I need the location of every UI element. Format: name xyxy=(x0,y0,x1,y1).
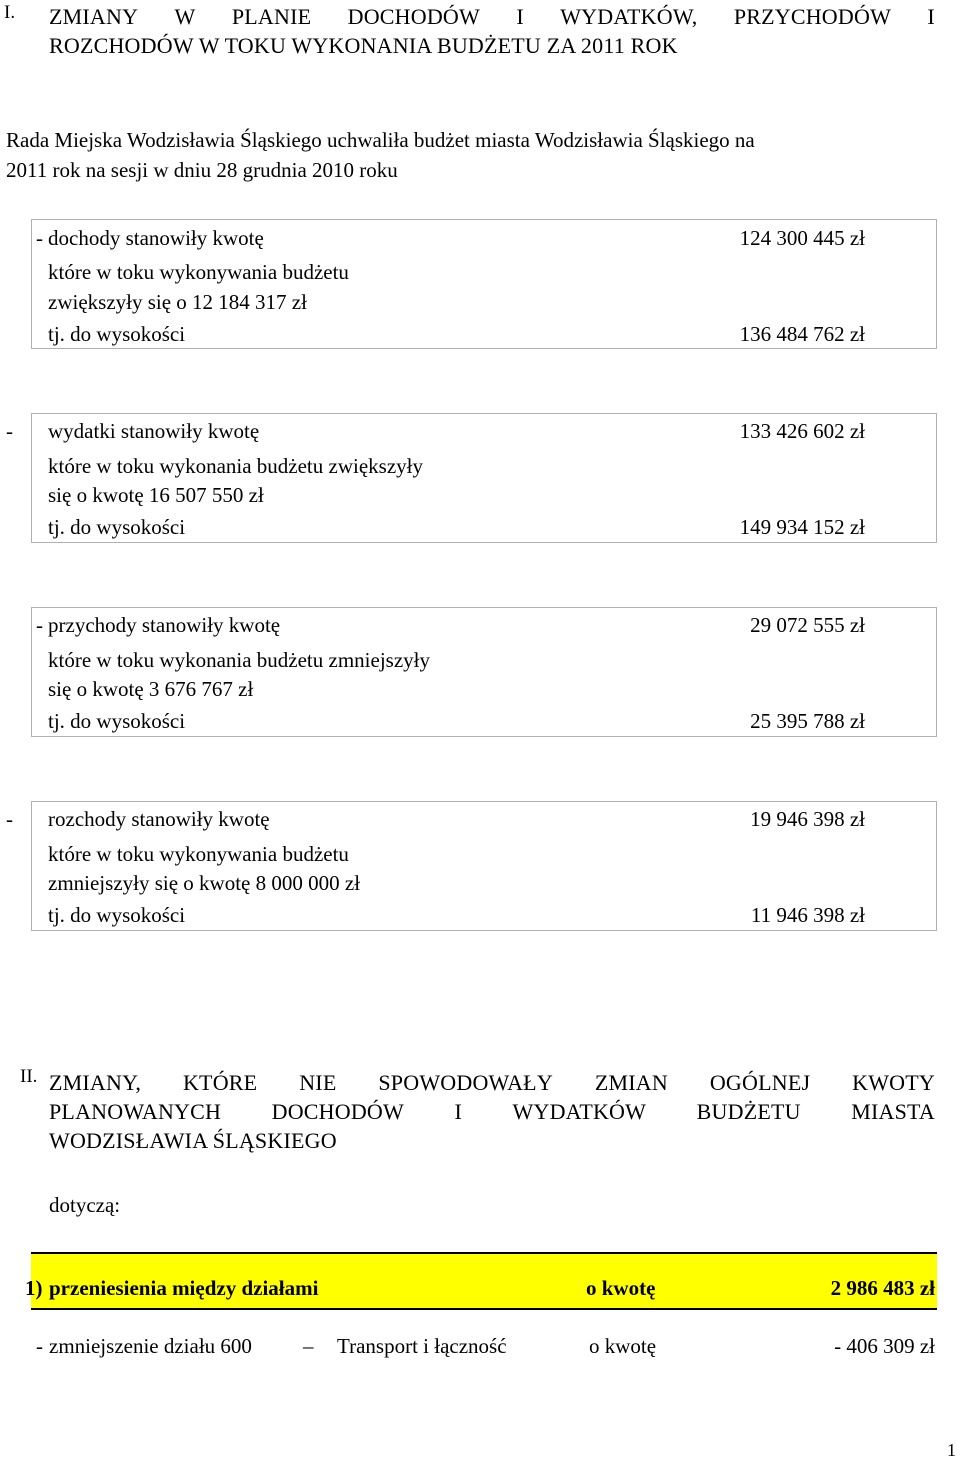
outgoings-change-line-2: zmniejszyły się o kwotę 8 000 000 zł xyxy=(48,871,361,895)
expenditure-amount: 133 426 602 zł xyxy=(739,419,865,443)
title-word: W xyxy=(174,4,196,29)
expenditure-label: wydatki stanowiły kwotę xyxy=(48,419,260,443)
title-word: I xyxy=(454,1099,463,1124)
title-word: KTÓRE xyxy=(182,1070,258,1095)
title-word: PLANIE xyxy=(231,4,312,29)
income-dash: - xyxy=(36,613,43,637)
item-separator: – xyxy=(303,1334,314,1358)
title-word: ZMIAN xyxy=(594,1070,668,1095)
revenue-change-line-1: które w toku wykonywania budżetu xyxy=(48,260,349,284)
title-word: DOCHODÓW xyxy=(347,4,480,29)
income-change-line-1: które w toku wykonania budżetu zmniejszyły xyxy=(48,648,430,672)
revenue-final-amount: 136 484 762 zł xyxy=(739,322,865,346)
title-word: PRZYCHODÓW xyxy=(733,4,892,29)
revenue-label: dochody stanowiły kwotę xyxy=(48,226,264,250)
income-change-line-2: się o kwotę 3 676 767 zł xyxy=(48,677,254,701)
expenditure-final-amount: 149 934 152 zł xyxy=(739,515,865,539)
item-category: Transport i łączność xyxy=(337,1334,507,1358)
section-2-numeral: II. xyxy=(20,1066,38,1087)
title-word: OGÓLNEJ xyxy=(709,1070,811,1095)
title-word: ZMIANY, xyxy=(49,1070,142,1095)
revenue-amount: 124 300 445 zł xyxy=(739,226,865,250)
outgoings-dash: - xyxy=(6,807,13,831)
intro-line-2: 2011 rok na sesji w dniu 28 grudnia 2010 roku xyxy=(6,158,398,182)
title-word: BUDŻETU xyxy=(696,1099,801,1124)
outgoings-change-line-1: które w toku wykonywania budżetu xyxy=(48,842,349,866)
income-final-label: tj. do wysokości xyxy=(48,709,186,733)
revenue-final-label: tj. do wysokości xyxy=(48,322,186,346)
outgoings-amount: 19 946 398 zł xyxy=(750,807,865,831)
highlight-by-amount: o kwotę xyxy=(586,1276,656,1300)
title-word: WYDATKÓW xyxy=(512,1099,647,1124)
title-word: MIASTA xyxy=(851,1099,935,1124)
section-2-title-line-3: WODZISŁAWIA ŚLĄSKIEGO xyxy=(49,1128,337,1153)
section-1-numeral: I. xyxy=(4,2,16,23)
highlight-amount: 2 986 483 zł xyxy=(830,1276,935,1300)
expenditure-change-line-2: się o kwotę 16 507 550 zł xyxy=(48,483,264,507)
highlight-label: przeniesienia między działami xyxy=(49,1276,319,1300)
income-label: przychody stanowiły kwotę xyxy=(48,613,281,637)
revenue-change-line-2: zwiększyły się o 12 184 317 zł xyxy=(48,290,307,314)
title-word: NIE xyxy=(299,1070,337,1095)
title-word: PLANOWANYCH xyxy=(49,1099,222,1124)
title-word: WYDATKÓW, xyxy=(560,4,698,29)
income-amount: 29 072 555 zł xyxy=(750,613,865,637)
section-2-title-line-1 xyxy=(49,1070,935,1096)
concerns-label: dotyczą: xyxy=(49,1193,121,1217)
income-final-amount: 25 395 788 zł xyxy=(750,709,865,733)
intro-line-1: Rada Miejska Wodzisławia Śląskiego uchwaliła budżet miasta Wodzisławia Śląskiego na xyxy=(6,128,755,152)
expenditure-final-label: tj. do wysokości xyxy=(48,515,186,539)
title-word: DOCHODÓW xyxy=(271,1099,404,1124)
title-word: I xyxy=(516,4,524,29)
item-by-amount: o kwotę xyxy=(589,1334,657,1358)
title-word: I xyxy=(927,4,935,29)
expenditure-change-line-1: które w toku wykonania budżetu zwiększyły xyxy=(48,454,423,478)
highlight-number: 1) xyxy=(25,1276,43,1300)
section-1-title-line-1 xyxy=(49,4,935,30)
item-text: zmniejszenie działu 600 xyxy=(49,1334,252,1358)
outgoings-final-label: tj. do wysokości xyxy=(48,903,186,927)
outgoings-final-amount: 11 946 398 zł xyxy=(750,903,865,927)
title-word: ZMIANY xyxy=(49,4,139,29)
expenditure-dash: - xyxy=(6,419,13,443)
item-amount: - 406 309 zł xyxy=(834,1334,935,1358)
page-number: 1 xyxy=(947,1440,956,1460)
revenue-dash: - xyxy=(36,226,43,250)
item-dash: - xyxy=(36,1334,43,1358)
title-word: SPOWODOWAŁY xyxy=(378,1070,553,1095)
section-1-title-line-2: ROZCHODÓW W TOKU WYKONANIA BUDŻETU ZA 2011 ROK xyxy=(49,33,678,58)
title-word: KWOTY xyxy=(852,1070,935,1095)
outgoings-label: rozchody stanowiły kwotę xyxy=(48,807,270,831)
section-2-title-line-2 xyxy=(49,1099,935,1125)
